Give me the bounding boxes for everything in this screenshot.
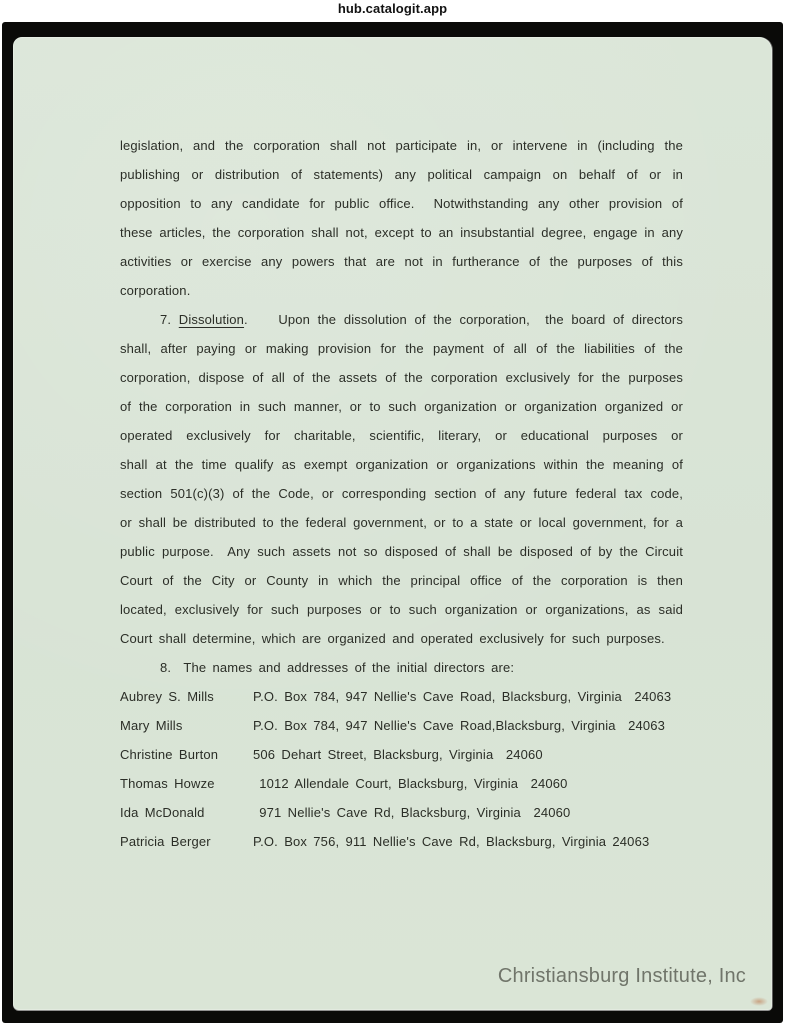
document-line: activities or exercise any powers that are not in furtherance of the purposes of this: [120, 254, 683, 269]
document-line: or shall be distributed to the federal government, or to a state or local government, for a: [120, 515, 683, 530]
director-row: [120, 827, 683, 856]
document-line: legislation, and the corporation shall not participate in, or intervene in (including the: [120, 138, 683, 153]
document-text: [120, 131, 683, 856]
director-name: Christine Burton: [120, 747, 219, 762]
document-line: Court of the City or County in which the principal office of the corporation is then: [120, 573, 683, 588]
document-line: Court shall determine, which are organized and operated exclusively for such purposes.: [120, 631, 665, 646]
director-row: [120, 682, 683, 711]
watermark-text: Christiansburg Institute, Inc: [497, 965, 746, 987]
document-line: public purpose. Any such assets not so disposed of shall be disposed of by the Circuit: [120, 544, 683, 559]
director-row: [120, 769, 683, 798]
document-line: these articles, the corporation shall not, except to an insubstantial degree, engage in any: [120, 225, 683, 240]
document-line: of the corporation in such manner, or to such organization or organization organized or: [120, 399, 683, 414]
item-number: 7.: [160, 312, 179, 327]
director-address: 971 Nellie's Cave Rd, Blacksburg, Virginia 24060: [253, 805, 571, 820]
document-line: opposition to any candidate for public office. Notwithstanding any other provision of: [120, 196, 683, 211]
director-row: [120, 740, 683, 769]
director-address: 1012 Allendale Court, Blacksburg, Virginia 24060: [253, 776, 568, 791]
document-line: publishing or distribution of statements) any political campaign on behalf of or in: [120, 167, 683, 182]
director-name: Patricia Berger: [120, 834, 211, 849]
document-line: corporation.: [120, 283, 191, 298]
dissolution-heading: Dissolution: [178, 312, 245, 327]
document-page-image[interactable]: [13, 37, 772, 1010]
item-text: . Upon the dissolution of the corporation, the board of directors: [244, 312, 683, 327]
document-line-dissolution: [120, 305, 683, 334]
director-address: P.O. Box 784, 947 Nellie's Cave Road, Blacksburg, Virginia 24063: [253, 689, 672, 704]
paper-stain: [750, 997, 768, 1006]
url-bar[interactable]: [0, 0, 785, 22]
document-line: shall, after paying or making provision for the payment of all of the liabilities of the: [120, 341, 683, 356]
director-address: P.O. Box 784, 947 Nellie's Cave Road,Blacksburg, Virginia 24063: [253, 718, 666, 733]
document-line: located, exclusively for such purposes or to such organization or organizations, as said: [120, 602, 683, 617]
document-line: shall at the time qualify as exempt organization or organizations within the meaning of: [120, 457, 683, 472]
director-name: Mary Mills: [120, 718, 183, 733]
site-label: hub.catalogit.app: [337, 1, 448, 16]
document-line: corporation, dispose of all of the assets of the corporation exclusively for the purposes: [120, 370, 683, 385]
director-address: P.O. Box 756, 911 Nellie's Cave Rd, Blacksburg, Virginia 24063: [253, 834, 650, 849]
director-row: [120, 711, 683, 740]
director-row: [120, 798, 683, 827]
document-line: operated exclusively for charitable, scientific, literary, or educational purposes or: [120, 428, 683, 443]
document-line: section 501(c)(3) of the Code, or corresponding section of any future federal tax code,: [120, 486, 683, 501]
director-name: Ida McDonald: [120, 805, 205, 820]
scan-photo-frame: [2, 22, 783, 1023]
document-line-directors-heading: 8. The names and addresses of the initial directors are:: [160, 660, 515, 675]
director-address: 506 Dehart Street, Blacksburg, Virginia 24060: [253, 747, 543, 762]
director-name: Aubrey S. Mills: [120, 689, 214, 704]
director-name: Thomas Howze: [120, 776, 215, 791]
